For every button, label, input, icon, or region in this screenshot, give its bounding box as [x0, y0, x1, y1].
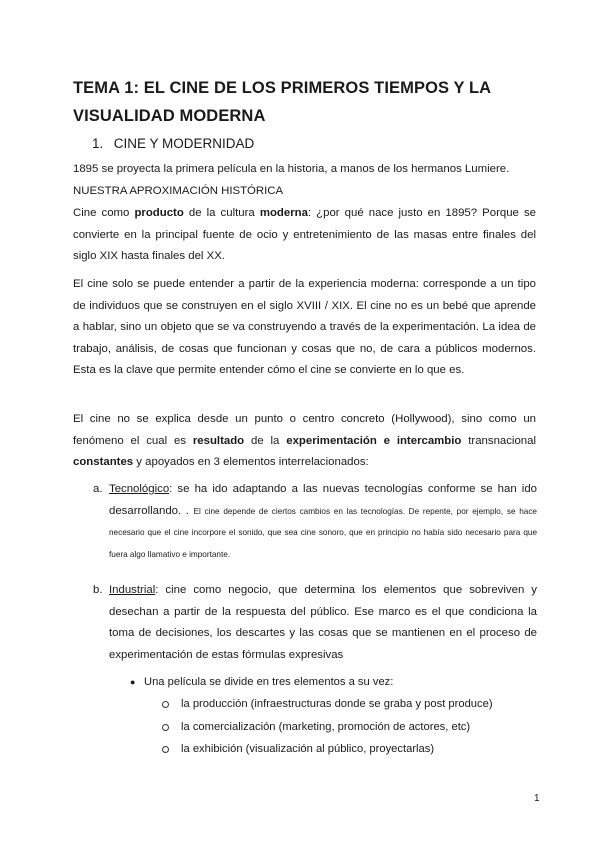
bold-term: producto — [134, 207, 184, 219]
text-span: Cine como — [73, 207, 135, 219]
bold-term: constantes — [73, 456, 134, 468]
hollow-circle-icon — [162, 701, 169, 708]
bullet-item — [130, 672, 393, 692]
sub-bullet-text: la exhibición (visualización al público, proyectarlas) — [181, 743, 435, 755]
list-text: : cine como negocio, que determina los elementos que sobreviven y desechan a partir de la respuesta del público. Ese marco es el que condiciona la toma de decisiones, los descartes y las cosas que se mantienen en el proceso de experimentación de estas fórmulas expresivas — [109, 584, 537, 661]
list-text: : se ha ido adaptando a las nuevas tecnologías conforme se han ido desarrollando. . — [109, 483, 537, 517]
text-span: El cine no se explica desde un punto o centro concreto (Hollywood), sino como un fenómeno el cual es — [73, 413, 536, 447]
text-span: y apoyados en 3 elementos interrelacionados: — [133, 456, 369, 468]
bullet-text: Una película se divide en tres elementos a su vez: — [144, 676, 394, 688]
list-item-industrial — [93, 580, 537, 666]
text-span: de la — [244, 434, 287, 447]
subheading-historical: NUESTRA APROXIMACIÓN HISTÓRICA — [73, 185, 284, 197]
sub-bullet-item — [162, 739, 434, 759]
section-number: 1. — [92, 136, 104, 151]
list-marker: a. — [93, 483, 103, 495]
section-heading — [92, 136, 254, 151]
page-number: 1 — [534, 793, 540, 804]
sub-bullet-item — [162, 694, 493, 714]
bold-term: resultado — [192, 434, 245, 447]
paragraph-product — [73, 203, 536, 268]
list-marker: b. — [93, 584, 103, 596]
bold-term: experimentación e intercambio — [286, 434, 462, 447]
section-label: CINE Y MODERNIDAD — [113, 136, 255, 151]
list-note: El cine depende de ciertos cambios en las tecnologías. De repente, por ejemplo, se hace necesario que el cine incorpore el sonido, que sea cine sonoro, que en principio no había sido necesario para que fuera algo llamativo e importante. — [109, 506, 537, 559]
list-term: Industrial — [109, 584, 156, 596]
page-title: TEMA 1: EL CINE DE LOS PRIMEROS TIEMPOS Y LA VISUALIDAD MODERNA — [73, 79, 491, 125]
paragraph-intro: 1895 se proyecta la primera película en la historia, a manos de los hermanos Lumiere. — [73, 163, 510, 175]
paragraph-modern-experience: El cine solo se puede entender a partir de la experiencia moderna: corresponde a un tipo de individuos que se construyen en el siglo XVIII / XIX. El cine no es un bebé que aprende a hablar, sino un objeto que se va construyendo a través de la experimentación. La idea de trabajo, análisis, de cosas que funcionan y cosas que no, de cara a públicos modernos. Esta es la clave que permite entender cómo el cine se convierte en lo que es. — [73, 278, 536, 376]
hollow-circle-icon — [162, 724, 169, 731]
bold-term: moderna — [259, 207, 308, 219]
hollow-circle-icon — [162, 746, 169, 753]
sub-bullet-text: la producción (infraestructuras donde se graba y post produce) — [181, 698, 493, 710]
text-span: : ¿por qué nace justo en 1895? Porque se convierte en la principal fuente de ocio y entretenimiento de las masas entre finales del siglo XIX hasta finales del XX. — [73, 207, 536, 262]
list-item-technological — [93, 479, 537, 565]
text-span: de la cultura — [183, 207, 260, 219]
sub-bullet-text: la comercialización (marketing, promoción de actores, etc) — [181, 721, 471, 733]
sub-bullet-item — [162, 717, 470, 737]
bullet-dot-icon: ● — [130, 677, 136, 687]
text-span: transnacional — [461, 434, 536, 447]
list-term: Tecnológico — [109, 483, 170, 495]
paragraph-transnational — [73, 409, 536, 474]
